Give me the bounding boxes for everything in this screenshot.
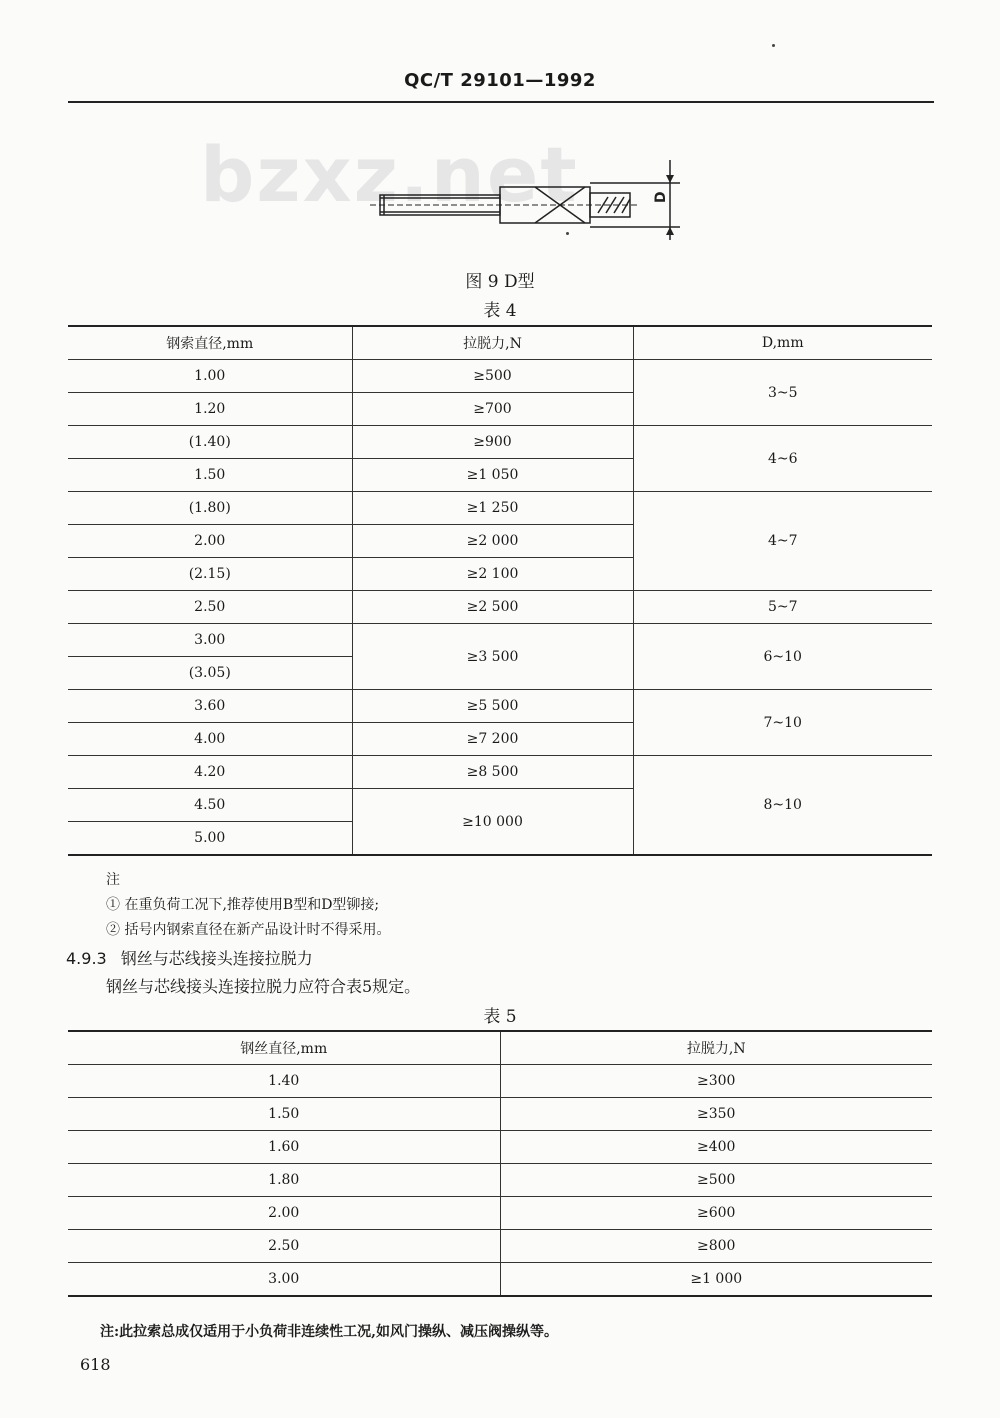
force-cell: ≥700	[352, 393, 633, 426]
table-row	[68, 1230, 932, 1263]
table-row	[68, 1197, 932, 1230]
diameter-cell: 1.00	[68, 360, 352, 393]
force-cell: ≥1 250	[352, 492, 633, 525]
header-rule	[68, 101, 934, 103]
table-row	[68, 1098, 932, 1131]
standard-header: QC/T 29101—1992	[404, 70, 596, 91]
diameter-cell: 1.50	[68, 1098, 500, 1131]
force-cell: ≥800	[500, 1230, 932, 1263]
diameter-cell: 1.20	[68, 393, 352, 426]
diameter-cell: 1.60	[68, 1131, 500, 1164]
force-cell: ≥8 500	[352, 756, 633, 789]
table5-title: 表 5	[483, 1007, 517, 1027]
d-range-cell: 3~5	[633, 360, 932, 426]
diameter-cell: 4.50	[68, 789, 352, 822]
scan-speck	[772, 44, 775, 47]
table-header-row	[68, 326, 932, 360]
table-row	[68, 591, 932, 624]
diameter-cell: (1.80)	[68, 492, 352, 525]
table-row	[68, 492, 932, 525]
table-row	[68, 624, 932, 657]
d-type-rivet-figure	[370, 155, 690, 245]
note-item: ① 在重负荷工况下,推荐使用B型和D型铆接;	[106, 897, 380, 913]
diameter-cell: 3.00	[68, 1263, 500, 1297]
force-cell: ≥10 000	[352, 789, 633, 856]
footnote: 注:此拉索总成仅适用于小负荷非连续性工况,如风门操纵、减压阀操纵等。	[100, 1324, 559, 1340]
table-row	[68, 360, 932, 393]
d-range-cell: 7~10	[633, 690, 932, 756]
diameter-cell: 2.00	[68, 1197, 500, 1230]
table-row	[68, 756, 932, 789]
force-cell: ≥2 000	[352, 525, 633, 558]
diameter-cell: 3.60	[68, 690, 352, 723]
note-item: ② 括号内钢索直径在新产品设计时不得采用。	[106, 922, 391, 938]
section-number: 4.9.3	[66, 949, 107, 968]
table-row	[68, 1065, 932, 1098]
figure-dimension-label: D	[653, 191, 669, 203]
force-cell: ≥600	[500, 1197, 932, 1230]
force-cell: ≥1 000	[500, 1263, 932, 1297]
d-range-cell: 5~7	[633, 591, 932, 624]
d-range-cell: 4~7	[633, 492, 932, 591]
diameter-cell: 5.00	[68, 822, 352, 856]
scan-speck	[566, 232, 569, 235]
force-cell: ≥5 500	[352, 690, 633, 723]
figure-caption: 图 9 D型	[465, 272, 535, 292]
diameter-cell: 2.00	[68, 525, 352, 558]
table-row	[68, 1263, 932, 1297]
diameter-cell: (3.05)	[68, 657, 352, 690]
force-cell: ≥900	[352, 426, 633, 459]
d-range-cell: 8~10	[633, 756, 932, 856]
column-header: 钢索直径,mm	[68, 326, 352, 360]
force-cell: ≥500	[500, 1164, 932, 1197]
diameter-cell: 1.50	[68, 459, 352, 492]
force-cell: ≥3 500	[352, 624, 633, 690]
diameter-cell: 1.40	[68, 1065, 500, 1098]
table-row	[68, 1131, 932, 1164]
diameter-cell: (1.40)	[68, 426, 352, 459]
diameter-cell: 4.00	[68, 723, 352, 756]
force-cell: ≥400	[500, 1131, 932, 1164]
force-cell: ≥300	[500, 1065, 932, 1098]
column-header: 钢丝直径,mm	[68, 1031, 500, 1065]
table-row	[68, 426, 932, 459]
table4-title: 表 4	[483, 301, 517, 321]
diameter-cell: (2.15)	[68, 558, 352, 591]
force-cell: ≥2 100	[352, 558, 633, 591]
section-heading	[66, 946, 327, 969]
page-number: 618	[80, 1355, 111, 1374]
force-cell: ≥500	[352, 360, 633, 393]
table-5	[68, 1030, 932, 1297]
diameter-cell: 3.00	[68, 624, 352, 657]
d-range-cell: 4~6	[633, 426, 932, 492]
diameter-cell: 2.50	[68, 1230, 500, 1263]
table-row	[68, 690, 932, 723]
force-cell: ≥350	[500, 1098, 932, 1131]
section-body: 钢丝与芯线接头连接拉脱力应符合表5规定。	[106, 977, 421, 996]
diameter-cell: 1.80	[68, 1164, 500, 1197]
table-header-row	[68, 1031, 932, 1065]
force-cell: ≥1 050	[352, 459, 633, 492]
d-range-cell: 6~10	[633, 624, 932, 690]
watermark: bzxz.net	[200, 130, 579, 219]
column-header: 拉脱力,N	[352, 326, 633, 360]
force-cell: ≥7 200	[352, 723, 633, 756]
section-title: 钢丝与芯线接头连接拉脱力	[120, 949, 313, 968]
diameter-cell: 2.50	[68, 591, 352, 624]
table-4	[68, 325, 932, 856]
table-row	[68, 1164, 932, 1197]
force-cell: ≥2 500	[352, 591, 633, 624]
column-header: D,mm	[633, 326, 932, 360]
diameter-cell: 4.20	[68, 756, 352, 789]
column-header: 拉脱力,N	[500, 1031, 932, 1065]
notes-label: 注	[106, 872, 120, 888]
